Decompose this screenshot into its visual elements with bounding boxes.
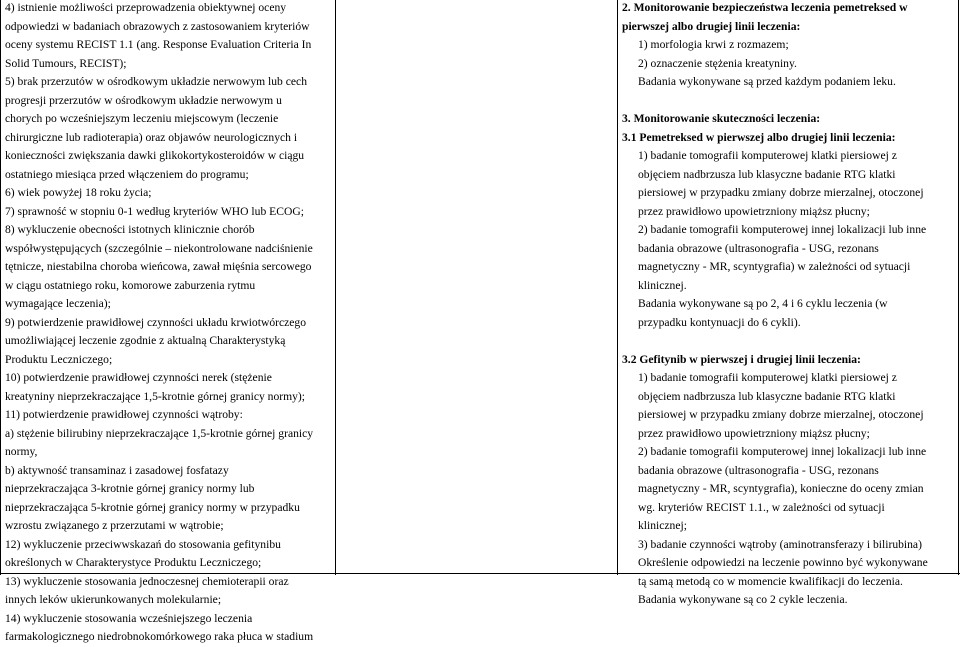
section-2-line: 1) morfologia krwi z rozmazem; (638, 38, 789, 51)
criteria-line: Solid Tumours, RECIST); (5, 56, 127, 70)
section-3-2-line: magnetyczny - MR, scyntygrafia), konieczne do oceny zmian (638, 482, 924, 495)
criteria-line: Produktu Leczniczego; (5, 352, 113, 366)
section-3-2-line: przez prawidłowo upowietrzniony miąższ płucny; (638, 426, 870, 440)
section-3-2-line: tą samą metodą co w momencie kwalifikacji do leczenia. (638, 574, 903, 588)
criteria-line: kreatyniny nieprzekraczające 1,5-krotnie górnej granicy normy); (5, 389, 306, 403)
criteria-line: oceny systemu RECIST 1.1 (ang. Response Evaluation Criteria In (5, 38, 312, 51)
criteria-line: chorych po wcześniejszym leczeniu miejscowym (leczenie (5, 112, 279, 125)
section-3-1-line: przypadku kontynuacji do 6 cykli). (638, 315, 801, 329)
section-3-1-line: klinicznej. (638, 278, 687, 292)
criteria-line: wymagające leczenia); (5, 297, 111, 310)
section-3-1-line: badania obrazowe (ultrasonografia - USG, rezonans (638, 241, 879, 255)
criteria-line: 9) potwierdzenie prawidłowej czynności układu krwiotwórczego (5, 315, 307, 329)
criteria-line: nieprzekraczająca 5-krotnie górnej granicy normy w przypadku (5, 500, 300, 514)
section-3-2-line: wg. kryteriów RECIST 1.1., w zależności od sytuacji (638, 500, 885, 514)
criteria-line: wzrostu związanego z przerzutami w wątrobie; (5, 519, 224, 532)
criteria-line: a) stężenie bilirubiny nieprzekraczające 1,5-krotnie górnej granicy (5, 426, 314, 440)
criteria-line: 11) potwierdzenie prawidłowej czynności wątroby: (5, 408, 243, 421)
criteria-line: współwystępujących (szczególnie – niekontrolowane nadciśnienie (5, 241, 313, 255)
criteria-line: chirurgiczne lub radioterapia) oraz objawów neurologicznych i (5, 130, 298, 144)
criteria-line: innych leków ukierunkowanych molekularnie; (5, 593, 222, 606)
criteria-line: 14) wykluczenie stosowania wcześniejszego leczenia (5, 611, 253, 625)
criteria-line: 6) wiek powyżej 18 roku życia; (5, 186, 152, 199)
section-3-2-line: 1) badanie tomografii komputerowej klatki piersiowej z (638, 371, 897, 384)
criteria-line: normy, (5, 445, 38, 458)
criteria-line: 8) wykluczenie obecności istotnych klinicznie chorób (5, 223, 255, 236)
section-3-2-line: badania obrazowe (ultrasonografia - USG, rezonans (638, 463, 879, 477)
criteria-line: określonych w Charakterystyce Produktu Leczniczego; (5, 556, 262, 569)
section-3-2-line: piersiowej w przypadku zmiany dobrze mierzalnej, otoczonej (638, 408, 924, 421)
section-3-2-line: klinicznej; (638, 519, 687, 532)
criteria-line: odpowiedzi w badaniach obrazowych z zastosowaniem kryteriów (5, 19, 310, 33)
right-column-monitoring (622, 0, 955, 610)
criteria-line: umożliwiającej leczenie zgodnie z aktualną Charakterystyką (5, 334, 286, 347)
criteria-line: konieczności zwiększania dawki glikokortykosteroidów w ciągu (5, 149, 305, 162)
section-3-2-line: 2) badanie tomografii komputerowej innej lokalizacji lub inne (638, 445, 927, 458)
criteria-line: nieprzekraczająca 3-krotnie górnej granicy normy lub (5, 482, 255, 495)
left-column-criteria (5, 0, 333, 647)
section-3-1-title: 3.1 Pemetreksed w pierwszej albo drugiej linii leczenia: (622, 130, 896, 144)
section-3-2-list (622, 369, 955, 610)
table-border-column-2 (617, 0, 618, 575)
section-3-1-line: 1) badanie tomografii komputerowej klatki piersiowej z (638, 149, 897, 162)
section-3-1-line: piersiowej w przypadku zmiany dobrze mierzalnej, otoczonej (638, 186, 924, 199)
criteria-line: 10) potwierdzenie prawidłowej czynności nerek (stężenie (5, 371, 272, 384)
criteria-line: farmakologicznego niedrobnokomórkowego raka płuca w stadium (5, 630, 314, 643)
section-3-title: 3. Monitorowanie skuteczności leczenia: (622, 112, 821, 125)
table-border-column-1 (335, 0, 336, 575)
table-border-left (0, 0, 1, 575)
section-3-1-line: objęciem nadbrzusza lub klasyczne badanie RTG klatki (638, 167, 896, 181)
criteria-line: tętnicze, niestabilna choroba wieńcowa, zawał mięśnia sercowego (5, 260, 312, 273)
section-3-2-line: Określenie odpowiedzi na leczenie powinno być wykonywane (638, 556, 928, 569)
criteria-line: ostatniego miesiąca przed włączeniem do programu; (5, 167, 249, 181)
criteria-line: progresji przerzutów w ośrodkowym układzie nerwowym u (5, 93, 282, 107)
criteria-line: w ciągu ostatniego roku, komorowe zaburzenia rytmu (5, 278, 256, 292)
section-3-2-title: 3.2 Gefitynib w pierwszej i drugiej linii leczenia: (622, 352, 861, 366)
criteria-line: 7) sprawność w stopniu 0-1 według kryteriów WHO lub ECOG; (5, 204, 304, 218)
section-3-1-line: magnetyczny - MR, scyntygrafia) w zależności od sytuacji (638, 260, 911, 273)
section-3-2-line: Badania wykonywane są co 2 cykle leczenia. (638, 593, 848, 606)
criteria-line: 13) wykluczenie stosowania jednoczesnej chemioterapii oraz (5, 574, 289, 588)
criteria-line: 12) wykluczenie przeciwwskazań do stosowania gefitynibu (5, 537, 281, 551)
section-2-line: Badania wykonywane są przed każdym podaniem leku. (638, 75, 896, 88)
section-2-title-line-2: pierwszej albo drugiej linii leczenia: (622, 19, 801, 33)
criteria-line: b) aktywność transaminaz i zasadowej fosfatazy (5, 463, 229, 477)
section-2-list (622, 36, 955, 92)
section-3-1-line: Badania wykonywane są po 2, 4 i 6 cyklu leczenia (w (638, 297, 888, 310)
section-3-2-line: 3) badanie czynności wątroby (aminotransferazy i bilirubina) (638, 537, 922, 551)
section-2-title-line-1: 2. Monitorowanie bezpieczeństwa leczenia pemetreksed w (622, 1, 908, 14)
section-3-1-line: 2) badanie tomografii komputerowej innej lokalizacji lub inne (638, 223, 927, 236)
criteria-line: 4) istnienie możliwości przeprowadzenia obiektywnej oceny (5, 1, 287, 14)
section-3-1-list (622, 147, 955, 332)
table-border-right (958, 0, 959, 575)
section-3-1-line: przez prawidłowo upowietrzniony miąższ płucny; (638, 204, 870, 218)
section-2-line: 2) oznaczenie stężenia kreatyniny. (638, 56, 797, 70)
section-3-2-line: objęciem nadbrzusza lub klasyczne badanie RTG klatki (638, 389, 896, 403)
criteria-line: 5) brak przerzutów w ośrodkowym układzie nerwowym lub cech (5, 75, 307, 88)
